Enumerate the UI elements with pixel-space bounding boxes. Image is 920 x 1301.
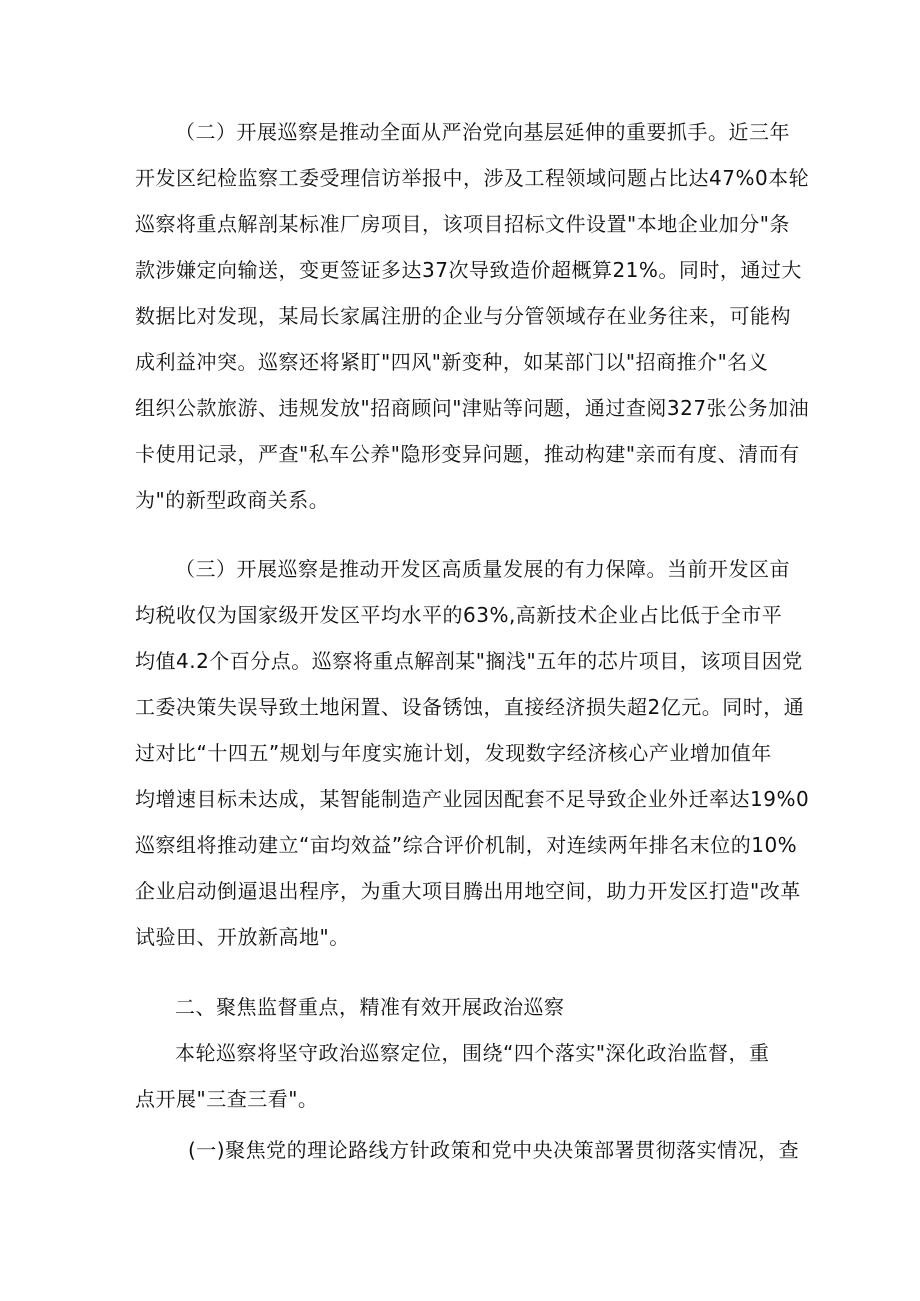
paragraph-line: 均值4.2个百分点。巡察将重点解剖某"搁浅"五年的芯片项目，该项目因党 [135,649,803,673]
paragraph-line: 卡使用记录，严查"私车公养"隐形变异问题，推动构建"亲而有度、清而有 [135,442,800,466]
paragraph-line: 试验田、开放新高地"。 [135,925,350,949]
section-heading: 二、聚焦监督重点，精准有效开展政治巡察 [175,995,565,1019]
paragraph-line: 本轮巡察将坚守政治巡察定位，围绕“四个落实"深化政治监督，重 [175,1041,770,1065]
paragraph-line: 开发区纪检监察工委受理信访举报中，涉及工程领域问题占比达47%0本轮 [135,166,810,190]
paragraph-line: （二）开展巡察是推动全面从严治党向基层延伸的重要抓手。近三年 [175,120,790,144]
paragraph-line: 均增速目标未达成，某智能制造产业园因配套不足导致企业外迁率达19%0 [135,787,810,811]
paragraph-line: 点开展"三查三看"。 [135,1087,319,1111]
paragraph-line: 企业启动倒逼退出程序，为重大项目腾出用地空间，助力开发区打造"改革 [135,879,801,903]
paragraph-line: 为"的新型政商关系。 [135,488,330,512]
paragraph-line: 成利益冲突。巡察还将紧盯"四风"新变种，如某部门以"招商推介"名义 [135,350,769,374]
paragraph-line: 组织公款旅游、违规发放"招商顾问"津贴等问题，通过查阅327张公务加油 [135,396,810,420]
paragraph-line: 巡察将重点解剖某标准厂房项目，该项目招标文件设置"本地企业加分"条 [135,212,790,236]
paragraph-line: 均税收仅为国家级开发区平均水平的63%,高新技术企业占比低于全市平 [135,603,783,627]
paragraph-line: 过对比“十四五”规划与年度实施计划，发现数字经济核心产业增加值年 [135,741,772,765]
paragraph-line: （三）开展巡察是推动开发区高质量发展的有力保障。当前开发区亩 [175,557,790,581]
paragraph-line: 巡察组将推动建立“亩均效益”综合评价机制，对连续两年排名末位的10% [135,833,798,857]
paragraph-line: 数据比对发现，某局长家属注册的企业与分管领域存在业务往来，可能构 [135,304,791,328]
paragraph-line: 款涉嫌定向输送，变更签证多达37次导致造价超概算21%。同时，通过大 [135,258,802,282]
paragraph-line: 工委决策失误导致土地闲置、设备锈蚀，直接经济损失超2亿元。同时，通 [135,695,805,719]
paragraph-line: (一)聚焦党的理论路线方针政策和党中央决策部署贯彻落实情况，查 [188,1138,800,1162]
